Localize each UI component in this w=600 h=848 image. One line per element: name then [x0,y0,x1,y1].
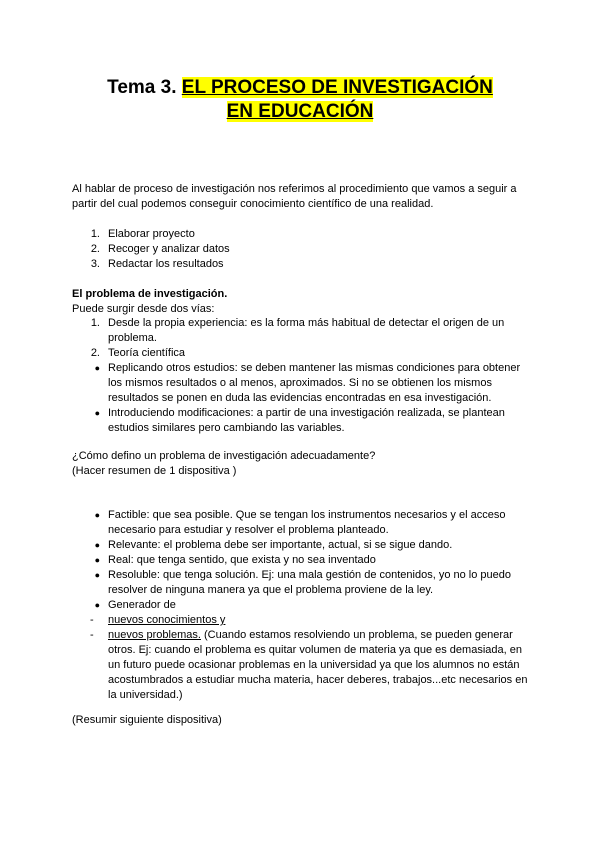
step-text: Redactar los resultados [108,258,224,270]
page-title [60,76,540,124]
bullet-icon: ● [94,540,100,550]
dash-marker: - [90,614,94,626]
dash-item: nuevos conocimientos y [108,614,226,626]
criteria-item: Resoluble: que tenga solución. Ej: una mala gestión de contenidos, yo no lo puedo resolver de ninguna manera ya que el problema proviene de la ley. [108,569,512,596]
problem-subheading: Puede surgir desde dos vías: [72,303,215,315]
title-prefix: Tema 3. [107,77,182,98]
criteria-item: Factible: que sea posible. Que se tengan los instrumentos necesarios y el acceso necesario para estudiar y resolver el problema planteado. [108,509,506,536]
problem-item: Replicando otros estudios: se deben mantener las mismas condiciones para obtener los mismos resultados o al menos, aproximados. Si no se obtienen los mismos resultados se ponen en duda las evidencias encontradas en esa investigación. [108,362,521,404]
bullet-icon: ● [94,363,100,373]
step-text: Elaborar proyecto [108,228,195,240]
step-number: 3. [90,258,100,270]
problem-item: Teoría científica [108,347,186,359]
question-text: ¿Cómo defino un problema de investigación adecuadamente? [72,450,376,462]
bullet-icon: ● [94,408,100,418]
bullet-icon: ● [94,570,100,580]
dash-marker: - [90,629,94,641]
step-number: 1. [90,228,100,240]
list-marker: 2. [90,347,100,359]
problem-item: Introduciendo modificaciones: a partir de una investigación realizada, se plantean estudios similares pero cambiando las variables. [108,407,505,434]
step-number: 2. [90,243,100,255]
title-highlight-line2: EN EDUCACIÓN [226,101,374,122]
bullet-icon: ● [94,555,100,565]
problem-item: Desde la propia experiencia: es la forma más habitual de detectar el origen de un problema. [108,317,505,344]
criteria-item: Generador de [108,599,176,611]
list-marker: 1. [90,317,100,329]
criteria-item: Relevante: el problema debe ser importante, actual, si se sigue dando. [108,539,453,551]
step-text: Recoger y analizar datos [108,243,230,255]
intro-paragraph: Al hablar de proceso de investigación nos referimos al procedimiento que vamos a seguir a partir del cual podemos conseguir conocimiento científico de una realidad. [72,183,517,210]
bullet-icon: ● [94,600,100,610]
criteria-item: Real: que tenga sentido, que exista y no sea inventado [108,554,376,566]
dash-item: nuevos problemas. (Cuando estamos resolviendo un problema, se pueden generar otros. Ej: cuando el problema es quitar volumen de materia ya que es demasiada, en un futuro puede ocasionar problemas en la universidad ya que los alumnos no están acostumbrados a estudiar mucha materia, hacer deberes, trabajos...etc necesarios en la universidad.) [108,629,528,701]
problem-heading: El problema de investigación. [72,288,228,300]
title-highlight-line1: EL PROCESO DE INVESTIGACIÓN [181,77,493,98]
footer-note: (Resumir siguiente dispositiva) [72,714,222,726]
bullet-icon: ● [94,510,100,520]
question-note: (Hacer resumen de 1 dispositiva ) [72,465,237,477]
